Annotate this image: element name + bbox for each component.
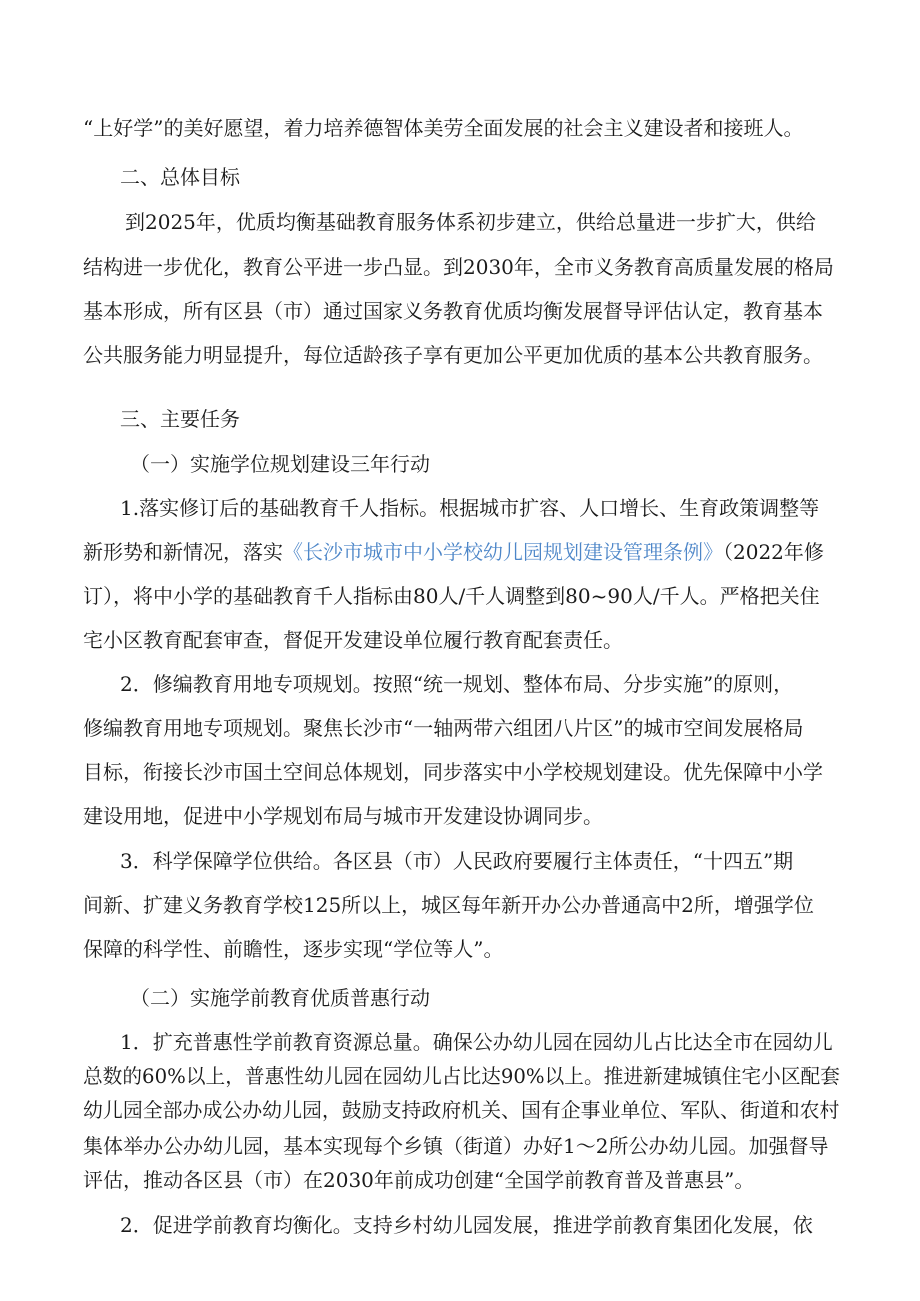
paragraph-line: 修编教育用地专项规划。聚焦长沙市“一轴两带六组团八片区”的城市空间发展格局	[83, 716, 804, 740]
section-heading-goal: 二、总体目标	[120, 165, 240, 189]
paragraph-line: 集体举办公办幼儿园，基本实现每个乡镇（街道）办好1～2所公办幼儿园。加强督导	[83, 1134, 829, 1158]
paragraph-line: 公共服务能力明显提升，每位适龄孩子享有更加公平更加优质的基本公共教育服务。	[83, 343, 823, 367]
paragraph-line: 1．扩充普惠性学前教育资源总量。确保公办幼儿园在园幼儿占比达全市在园幼儿	[120, 1030, 833, 1054]
paragraph-line: 2．修编教育用地专项规划。按照“统一规划、整体布局、分步实施”的原则，	[120, 672, 794, 696]
paragraph-line: 幼儿园全部办成公办幼儿园，鼓励支持政府机关、国有企事业单位、军队、街道和农村	[83, 1099, 840, 1122]
paragraph-line: 3．科学保障学位供给。各区县（市）人民政府要履行主体责任，“十四五”期	[120, 849, 794, 873]
paragraph-line: 建设用地，促进中小学规划布局与城市开发建设协调同步。	[83, 804, 603, 828]
paragraph-line: 到2025年，优质均衡基础教育服务体系初步建立，供给总量进一步扩大，供给	[125, 210, 816, 234]
paragraph-line: 基本形成，所有区县（市）通过国家义务教育优质均衡发展督导评估认定，教育基本	[83, 299, 823, 323]
line-text: 新形势和新情况，落实	[83, 540, 283, 564]
regulation-link[interactable]: 《长沙市城市中小学校幼儿园规划建设管理条例》	[283, 540, 723, 564]
paragraph-line	[83, 538, 824, 566]
paragraph-line: 间新、扩建义务教育学校125所以上，城区每年新开办公办普通高中2所，增强学位	[83, 893, 814, 917]
paragraph-line: 2．促进学前教育均衡化。支持乡村幼儿园发展，推进学前教育集团化发展，依	[120, 1213, 813, 1237]
section-heading-tasks: 三、主要任务	[120, 407, 240, 431]
paragraph-line: 保障的科学性、前瞻性，逐步实现“学位等人”。	[83, 937, 504, 961]
subsection-heading-2: （二）实施学前教育优质普惠行动	[130, 986, 430, 1010]
paragraph-line: 1.落实修订后的基础教育千人指标。根据城市扩容、人口增长、生育政策调整等	[120, 496, 820, 520]
line-text: （2022年修	[723, 540, 824, 564]
paragraph-line: 宅小区教育配套审查，督促开发建设单位履行教育配套责任。	[83, 628, 623, 652]
paragraph-line: 订），将中小学的基础教育千人指标由80人/千人调整到80~90人/千人。严格把关住	[83, 584, 820, 608]
paragraph-line: 总数的60%以上，普惠性幼儿园在园幼儿占比达90%以上。推进新建城镇住宅小区配套	[83, 1065, 840, 1088]
subsection-heading-1: （一）实施学位规划建设三年行动	[130, 452, 430, 476]
paragraph-line: 结构进一步优化，教育公平进一步凸显。到2030年，全市义务教育高质量发展的格局	[83, 255, 834, 279]
paragraph-line: “上好学”的美好愿望，着力培养德智体美劳全面发展的社会主义建设者和接班人。	[83, 116, 804, 140]
paragraph-line: 评估，推动各区县（市）在2030年前成功创建“全国学前教育普及普惠县”。	[83, 1168, 755, 1192]
paragraph-line: 目标，衔接长沙市国土空间总体规划，同步落实中小学校规划建设。优先保障中小学	[83, 760, 823, 784]
